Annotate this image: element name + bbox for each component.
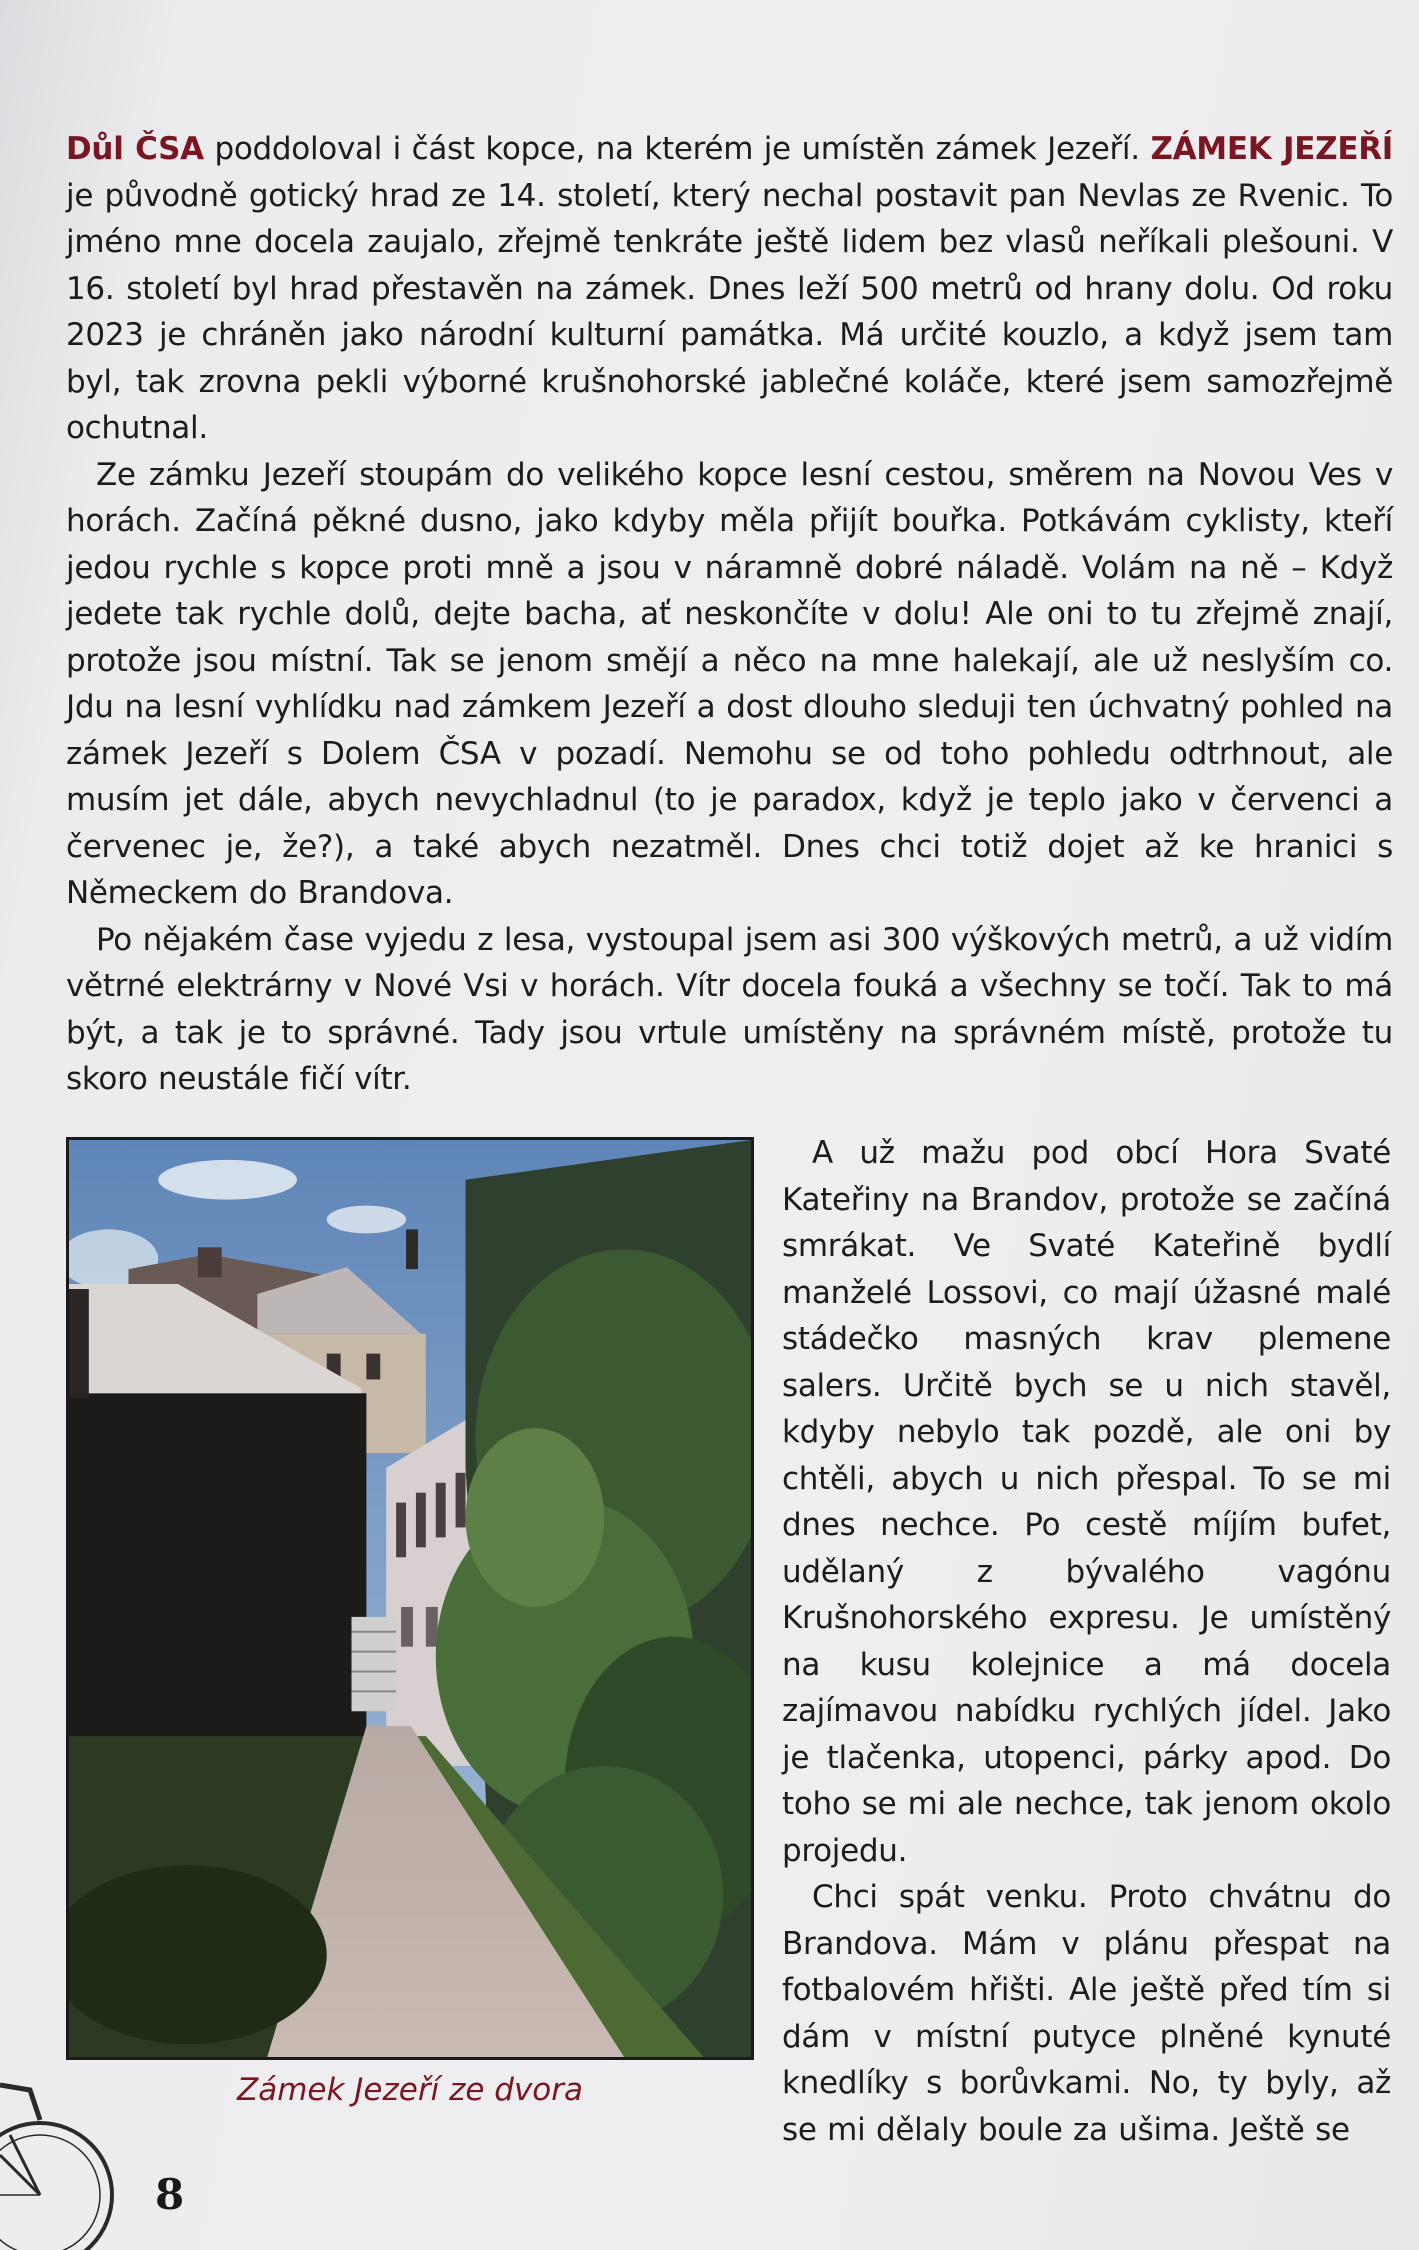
side-paragraph-1: A už mažu pod obcí Hora Svaté Kateřiny na Brandov, protože se začíná smrákat. Ve Svaté Kateřině bydlí manželé Lossovi, co mají úžasné malé stádečko masných krav plemene salers. Určitě bych se u nich stavěl, kdyby nebylo tak pozdě, ale oni by chtěli, abych u nich přespal. To se mi dnes nechce. Po cestě míjím bufet, udělaný z bývalého vagónu Krušnohorského expresu. Je umístěný na kusu kolejnice a má docela zajímavou nabídku rychlých jídel. Jako je tlačenka, utopenci, párky apod. Do toho se mi ale nechce, tak jenom okolo projedu. <box>782 1135 1391 1869</box>
photo-zamek-jezeri <box>66 1137 754 2060</box>
term-dul-csa: Důl ČSA <box>66 131 204 167</box>
main-text-column <box>66 126 1393 1103</box>
paragraph-1 <box>66 126 1393 452</box>
bicycle-icon <box>0 2065 130 2250</box>
photo-caption: Zámek Jezeří ze dvora <box>236 2072 583 2108</box>
term-zamek-jezeri: ZÁMEK JEZEŘÍ <box>1150 131 1394 167</box>
castle-courtyard-image <box>69 1140 751 2057</box>
paragraph-1-mid: poddoloval i část kopce, na kterém je umístěn zámek Jezeří. <box>203 131 1151 167</box>
side-text-column <box>782 1130 1391 2153</box>
side-paragraph-2: Chci spát venku. Proto chvátnu do Brandova. Mám v plánu přespat na fotbalovém hřišti. Ale ještě před tím si dám v místní putyce plněné kynuté knedlíky s borůvkami. No, ty byly, až se mi dělaly boule za ušima. Ještě se <box>782 1879 1391 2148</box>
paragraph-3: Po nějakém čase vyjedu z lesa, vystoupal jsem asi 300 výškových metrů, a už vidím větrné elektrárny v Nové Vsi v horách. Vítr docela fouká a všechny se točí. Tak to má být, a tak je to správné. Tady jsou vrtule umístěny na správném místě, protože tu skoro neustále fičí vítr. <box>66 921 1393 1097</box>
paragraph-2: Ze zámku Jezeří stoupám do velikého kopce lesní cestou, směrem na Novou Ves v horách. Začíná pěkné dusno, jako kdyby měla přijít bouřka. Potkávám cyklisty, kteří jedou rychle s kopce proti mně a jsou v náramně dobré náladě. Volám na ně – Když jedete tak rychle dolů, dejte bacha, ať neskončíte v dolu! Ale oni to tu zřejmě znají, protože jsou místní. Tak se jenom smějí a něco na mne halekají, ale už neslyším co. Jdu na lesní vyhlídku nad zámkem Jezeří a dost dlouho sleduji ten úchvatný pohled na zámek Jezeří s Dolem ČSA v pozadí. Nemohu se od toho pohledu odtrhnout, ale musím jet dále, abych nevychladnul (to je paradox, když je teplo jako v červenci a červenec je, že?), a také abych nezatměl. Dnes chci totiž dojet až ke hranici s Německem do Brandova. <box>66 456 1393 911</box>
page-number: 8 <box>155 2170 185 2219</box>
paragraph-1-rest: je původně gotický hrad ze 14. století, který nechal postavit pan Nevlas ze Rvenic. To jméno mne docela zaujalo, zřejmě tenkráte ještě lidem bez vlasů neříkali plešouni. V 16. století byl hrad přestavěn na zámek. Dnes leží 500 metrů od hrany dolu. Od roku 2023 je chráněn jako národní kulturní památka. Má určité kouzlo, a když jsem tam byl, tak zrovna pekli výborné krušnohorské jablečné koláče, které jsem samozřejmě ochutnal. <box>66 177 1393 446</box>
